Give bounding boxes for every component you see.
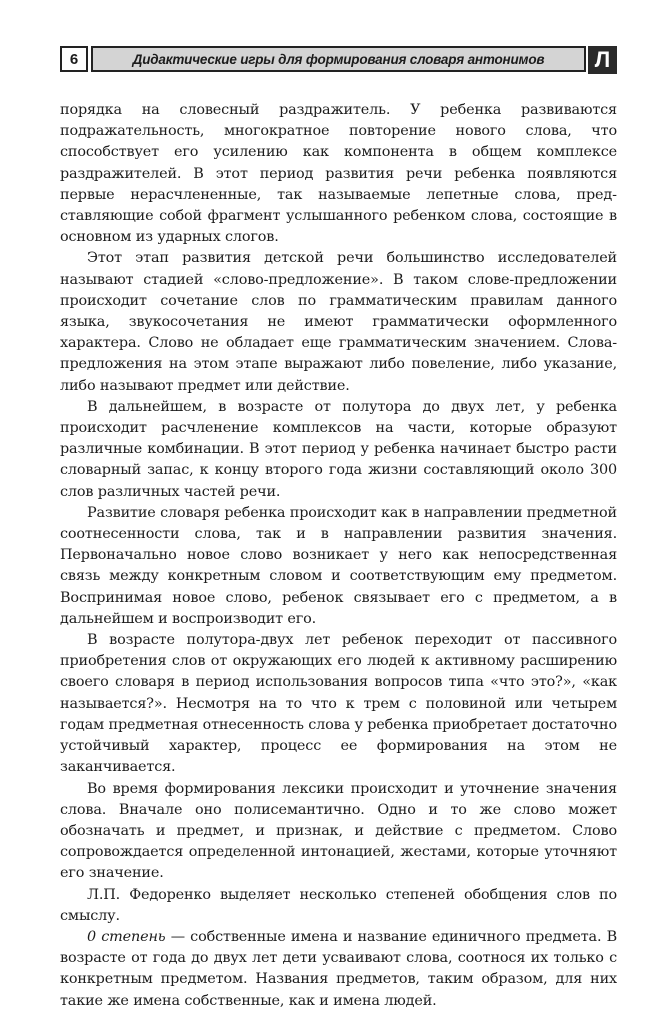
section-letter-tab: Л xyxy=(588,46,617,74)
paragraph: В возрасте полутора-двух лет ребенок переходит от пассивного приобретения слов от окружающих его людей к активному расширению своего словаря в период использования вопросов типа «что это?», «как называется?». Несмотря на то что к трем с половиной или четырем годам предметная отнесенность слова у ребенка приобретает достаточно устойчивый характер, процесс ее формирования на этом не заканчивается. xyxy=(60,632,617,776)
running-header xyxy=(60,46,617,74)
paragraph: Во время формирования лексики происходит и уточнение значения слова. Вначале оно полисемантично. Одно и то же слово может обозначать и предмет, и признак, и действие с предметом. Слово сопровождается определенной интонацией, жестами, которые уточняют его значение. xyxy=(60,780,617,882)
paragraph: порядка на словесный раздражитель. У ребенка развиваются подражательность, многократное повторение нового слова, что способствует его усилению как компонента в общем комплексе раздражителей. В этот период развития речи ребенка появляются первые нерасчлененные, так называемые лепетные слова, представляющие собой фрагмент услышанного ребенком слова, состоящие в основном из ударных слогов. xyxy=(60,102,617,246)
running-title: Дидактические игры для формирования словаря антонимов xyxy=(91,46,586,72)
paragraph xyxy=(60,927,617,1012)
term-lead: 0 степень xyxy=(87,928,166,945)
paragraph: Л.П. Федоренко выделяет несколько степеней обобщения слов по смыслу. xyxy=(60,886,617,924)
paragraph: Развитие словаря ребенка происходит как в направлении предметной соотнесенности слова, так и в направлении развития значения. Первоначально новое слово возникает у него как непосредственная связь между конкретным словом и соответствующим ему предметом. Воспринимая новое слово, ребенок связывает его с предметом, а в дальнейшем и воспроизводит его. xyxy=(60,504,617,627)
paragraph: Этот этап развития детской речи большинство исследователей называют стадией «слово-предложение». В таком слове-предложении происходит сочетание слов по грамматическим правилам данного языка, звукосочетания не имеют грамматически оформленного характера. Слово не обладает еще грамматическим значением. Слова-предложения на этом этапе выражают либо повеление, либо указание, либо называют предмет или действие. xyxy=(60,250,617,394)
paragraph: В дальнейшем, в возрасте от полутора до двух лет, у ребенка происходит расчленение комплексов на части, которые образуют различные комбинации. В этот период у ребенка начинает быстро расти словарный запас, к концу второго года жизни составляющий около 300 слов различных частей речи. xyxy=(60,398,617,500)
paragraph-text: — собственные имена и название единичного предмета. В возрасте от года до двух лет дети усваивают слова, соотнося их только с конкретным предметом. Названия предметов, таким образом, для них такие же имена собственные, как и имена людей. xyxy=(60,928,618,1009)
page-number: 6 xyxy=(60,46,88,72)
page-body xyxy=(60,100,617,1012)
